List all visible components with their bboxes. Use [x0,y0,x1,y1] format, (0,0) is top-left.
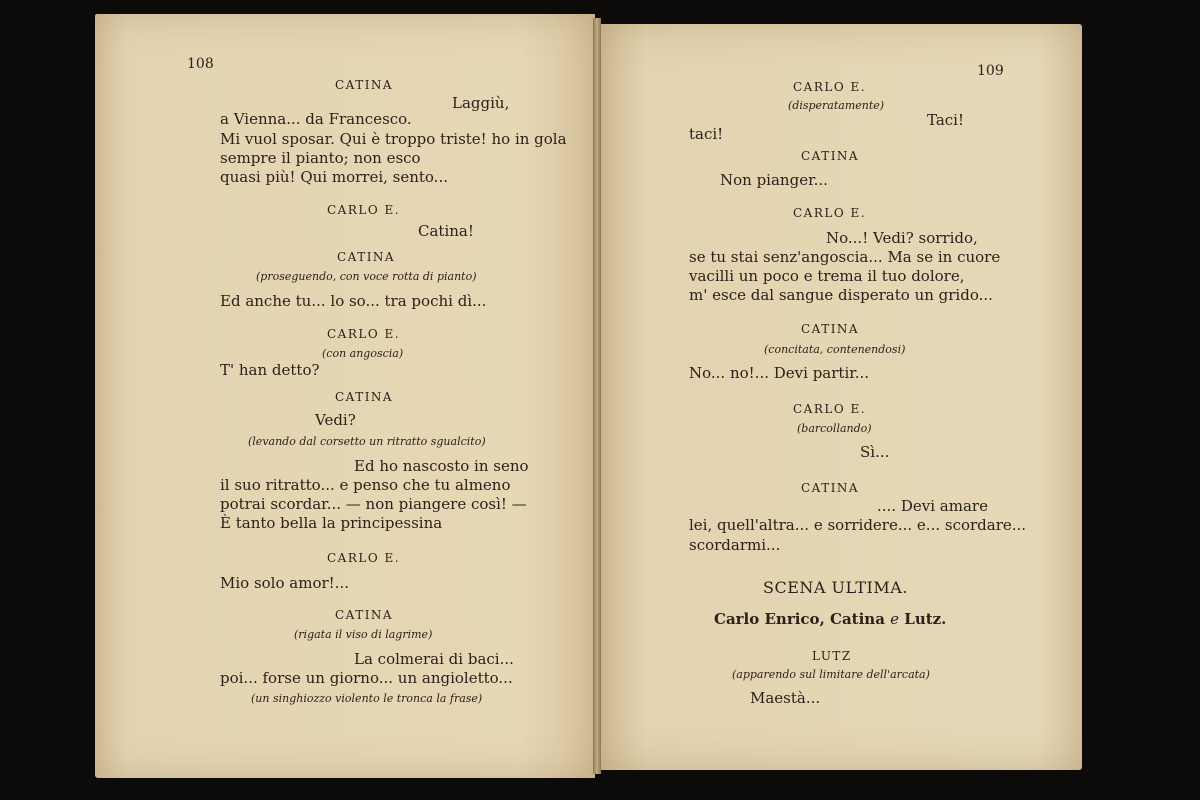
verse-line: Ed ho nascosto in seno [354,457,529,475]
verse-line: Non pianger... [720,171,828,189]
verse-line: potrai scordar... — non piangere così! — [220,495,527,513]
stage-direction: (concitata, contenendosi) [764,343,906,356]
verse-line: No...! Vedi? sorrido, [826,229,978,247]
stage-direction: (con angoscia) [322,347,404,360]
verse-line: se tu stai senz'angoscia... Ma se in cuore [689,248,1001,266]
characters-conjunction: e [890,610,900,628]
verse-line: Maestà... [750,689,821,707]
speaker-label: CARLO E. [327,327,401,341]
verse-line: .... Devi amare [877,497,988,515]
speaker-label: CARLO E. [793,402,867,416]
page-number: 109 [977,63,1004,79]
verse-line: Ed anche tu... lo so... tra pochi dì... [220,292,487,310]
speaker-label: CATINA [801,481,860,495]
stage-direction: (apparendo sul limitare dell'arcata) [732,668,930,681]
verse-line: Mio solo amor!... [220,574,349,592]
page-number: 108 [187,56,214,72]
speaker-label: CARLO E. [327,203,401,217]
book-gutter [593,18,601,774]
speaker-label: CARLO E. [327,551,401,565]
scene-heading: SCENA ULTIMA. [763,578,908,597]
stage-direction: (disperatamente) [788,99,885,112]
verse-line: il suo ritratto... e penso che tu almeno [220,476,511,494]
verse-line: Mi vuol sposar. Qui è troppo triste! ho in gola [220,130,567,148]
verse-line: La colmerai di baci... [354,650,514,668]
speaker-label: CATINA [335,390,394,404]
speaker-label: CATINA [335,78,394,92]
stage-direction: (levando dal corsetto un ritratto sgualcito) [248,435,486,448]
verse-line: Sì... [860,443,890,461]
verse-line: No... no!... Devi partir... [689,364,870,382]
verse-line: a Vienna... da Francesco. [220,110,412,128]
characters-part: Lutz. [904,610,947,628]
speaker-label: CATINA [335,608,394,622]
speaker-label: CATINA [801,322,860,336]
speaker-label: CARLO E. [793,206,867,220]
verse-line: lei, quell'altra... e sorridere... e... scordare... [689,516,1027,534]
speaker-label: LUTZ [812,649,852,663]
verse-line: taci! [689,125,724,143]
stage-direction: (barcollando) [797,422,872,435]
verse-line: È tanto bella la principessina [220,514,443,532]
verse-line: Laggiù, [452,94,510,112]
verse-line: m' esce dal sangue disperato un grido... [689,286,993,304]
verse-line: vacilli un poco e trema il tuo dolore, [689,267,965,285]
speaker-label: CATINA [337,250,396,264]
scene-characters [714,610,946,628]
verse-line: quasi più! Qui morrei, sento... [220,168,448,186]
verse-line: scordarmi... [689,536,781,554]
stage-direction: (rigata il viso di lagrime) [294,628,433,641]
verse-line: sempre il pianto; non esco [220,149,421,167]
stage-direction: (un singhiozzo violento le tronca la frase) [251,692,483,705]
characters-part: Carlo Enrico, Catina [714,610,885,628]
speaker-label: CATINA [801,149,860,163]
verse-line: T' han detto? [220,361,320,379]
verse-line: Taci! [927,111,965,129]
stage-direction: (proseguendo, con voce rotta di pianto) [256,270,477,283]
verse-line: Catina! [418,222,474,240]
verse-line: Vedi? [315,411,356,429]
verse-line: poi... forse un giorno... un angioletto... [220,669,513,687]
speaker-label: CARLO E. [793,80,867,94]
